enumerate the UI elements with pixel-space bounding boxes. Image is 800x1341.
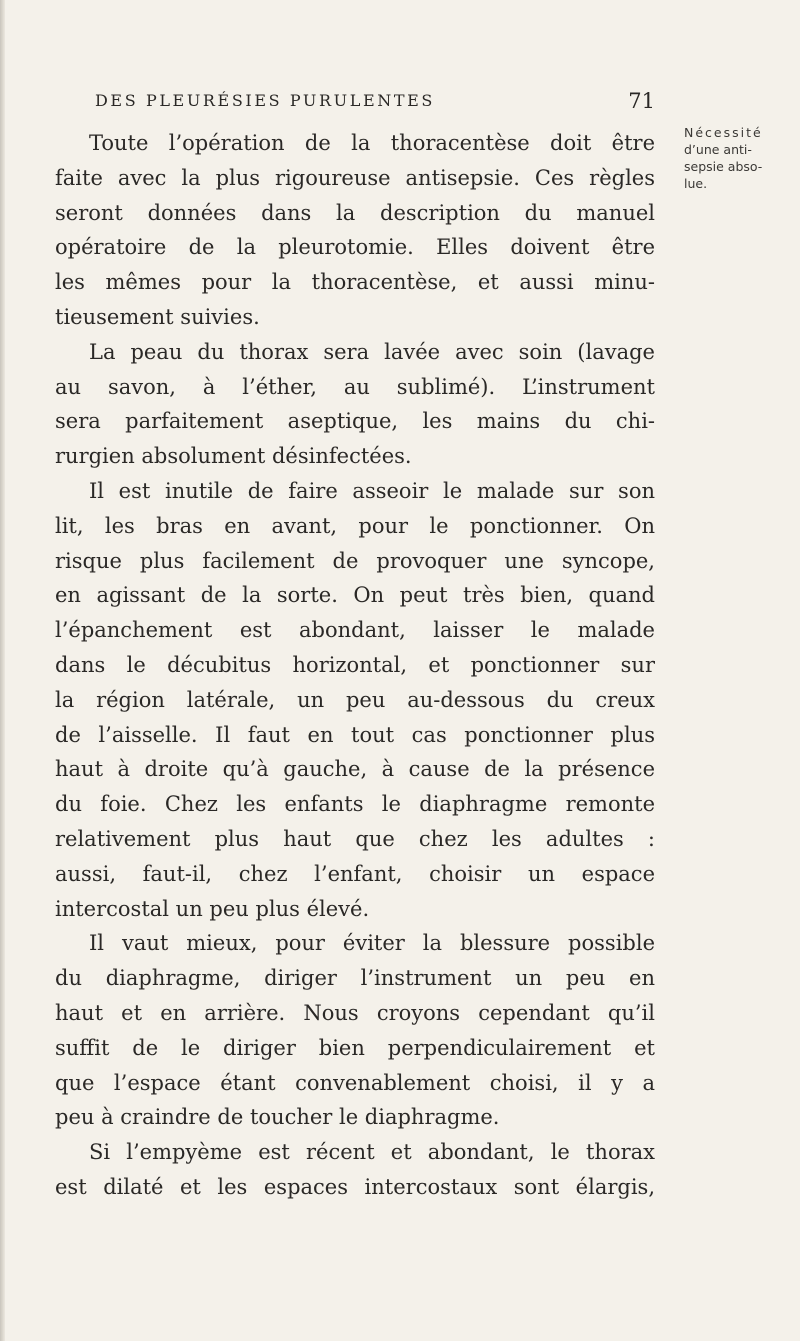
margin-note-line: sepsie abso-	[684, 159, 763, 174]
text-line: La peau du thorax sera lavée avec soin (lavage	[89, 339, 655, 364]
text-line: faite avec la plus rigoureuse antisepsie. Ces règles	[55, 165, 655, 190]
text-line: sera parfaitement aseptique, les mains du chi-	[55, 409, 655, 434]
text-line: Il vaut mieux, pour éviter la blessure possible	[89, 931, 655, 956]
text-line: aussi, faut-il, chez l’enfant, choisir un espace	[55, 861, 655, 886]
running-title: DES PLEURÉSIES PURULENTES	[95, 91, 435, 110]
text-line: opératoire de la pleurotomie. Elles doivent être	[55, 235, 655, 260]
text-line: que l’espace étant convenablement choisi, il y a	[55, 1070, 655, 1095]
text-line: risque plus facilement de provoquer une syncope,	[55, 548, 655, 573]
margin-note-line: lue.	[684, 176, 708, 191]
text-line: les mêmes pour la thoracentèse, et aussi minu-	[55, 270, 655, 295]
text-line: haut à droite qu’à gauche, à cause de la présence	[55, 757, 655, 782]
text-line: seront données dans la description du manuel	[55, 200, 655, 225]
text-line: au savon, à l’éther, au sublimé). L’instrument	[55, 374, 655, 399]
text-line: Il est inutile de faire asseoir le malade sur son	[89, 478, 655, 503]
text-line: Si l’empyème est récent et abondant, le thorax	[89, 1140, 655, 1165]
text-line: est dilaté et les espaces intercostaux sont élargis,	[55, 1174, 655, 1199]
text-line: relativement plus haut que chez les adultes :	[55, 826, 655, 851]
text-line: dans le décubitus horizontal, et ponctionner sur	[55, 652, 655, 677]
text-line: tieusement suivies.	[55, 304, 260, 329]
text-line: la région latérale, un peu au-dessous du creux	[55, 687, 655, 712]
body-text	[55, 126, 655, 1205]
page-edge-shadow	[0, 0, 5, 1341]
text-line: du diaphragme, diriger l’instrument un peu en	[55, 966, 655, 991]
page-number: 71	[628, 89, 655, 113]
text-line: rurgien absolument désinfectées.	[55, 444, 412, 469]
text-line: intercostal un peu plus élevé.	[55, 896, 370, 921]
text-line: l’épanchement est abondant, laisser le malade	[55, 618, 655, 643]
text-line: Toute l’opération de la thoracentèse doit être	[89, 131, 655, 155]
text-line: lit, les bras en avant, pour le ponctionner. On	[55, 513, 655, 538]
text-line: haut et en arrière. Nous croyons cependant qu’il	[55, 1000, 655, 1025]
text-line: peu à craindre de toucher le diaphragme.	[55, 1105, 500, 1130]
margin-note-line: d’une anti-	[684, 142, 752, 157]
text-line: de l’aisselle. Il faut en tout cas ponctionner plus	[55, 722, 655, 747]
text-line: en agissant de la sorte. On peut très bien, quand	[55, 583, 655, 608]
text-line: du foie. Chez les enfants le diaphragme remonte	[55, 792, 655, 817]
text-line: suffit de le diriger bien perpendiculairement et	[55, 1035, 655, 1060]
margin-note	[684, 124, 794, 192]
running-header	[95, 88, 655, 114]
margin-note-line: Nécessité	[684, 125, 763, 140]
